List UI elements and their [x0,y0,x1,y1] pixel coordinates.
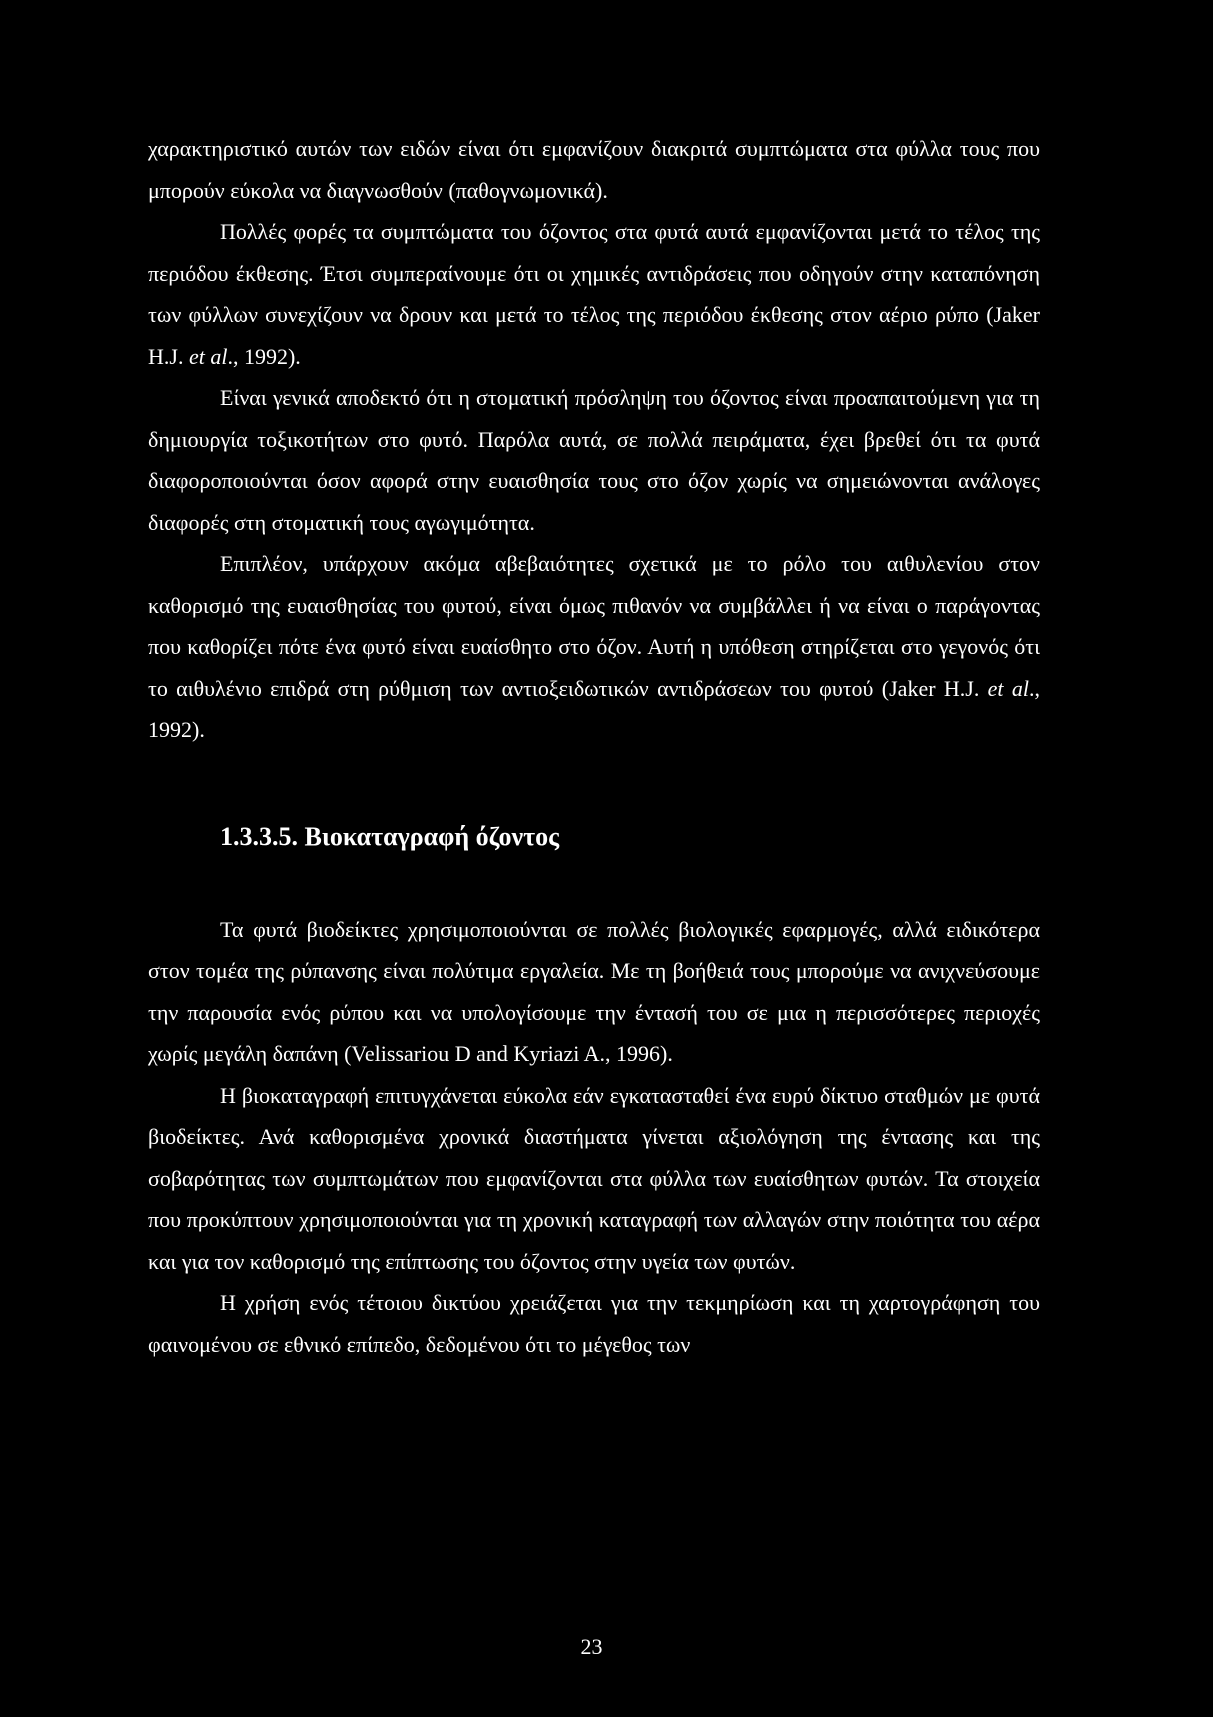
citation-et-al: et al [188,343,228,369]
paragraph-post-exposure [148,211,1040,377]
paragraph-bioindicators: Τα φυτά βιοδείκτες χρησιμοποιούνται σε πολλές βιολογικές εφαρμογές, αλλά ειδικότερα στον τομέα της ρύπανσης είναι πολύτιμα εργαλεία. Με τη βοήθειά τους μπορούμε να ανιχνεύσουμε την παρουσία ενός ρύπου και να υπολογίσουμε την έντασή του σε μια η περισσότερες περιοχές χωρίς μεγάλη δαπάνη (Velissariou D and Kyriazi A., 1996). [148,916,1040,1066]
paragraph-ethylene-text: Επιπλέον, υπάρχουν ακόμα αβεβαιότητες σχετικά με το ρόλο του αιθυλενίου στον καθορισμό της ευαισθησίας του φυτού, είναι όμως πιθανόν να συμβάλλει ή να είναι ο παράγοντας που καθορίζει πότε ένα φυτό είναι ευαίσθητο στο όζον. Αυτή η υπόθεση στηρίζεται στο γεγονός ότι το αιθυλένιο επιδρά στη ρύθμιση των αντιοξειδωτικών αντιδράσεων του φυτού (Jaker H.J. [148,551,1040,701]
citation-year: ., 1992). [227,343,301,369]
citation-et-al: et al [987,675,1029,701]
citation-year: ., 1992). [148,675,1040,742]
paragraph-post-exposure-text: Πολλές φορές τα συμπτώματα του όζοντος στα φυτά αυτά εμφανίζονται μετά το τέλος της περιόδου έκθεσης. Έτσι συμπεραίνουμε ότι οι χημικές αντιδράσεις που οδηγούν στην καταπόνηση των φύλλων συνεχίζουν να δρουν και μετά το τέλος της περιόδου έκθεσης στον αέριο ρύπο (Jaker H.J. [148,219,1040,369]
paragraph-ethylene [148,543,1040,751]
paragraph-network: Η βιοκαταγραφή επιτυγχάνεται εύκολα εάν εγκατασταθεί ένα ευρύ δίκτυο σταθμών με φυτά βιοδείκτες. Ανά καθορισμένα χρονικά διαστήματα γίνεται αξιολόγηση της έντασης και της σοβαρότητας των συμπτωμάτων που εμφανίζονται στα φύλλα των ευαίσθητων φυτών. Τα στοιχεία που προκύπτουν χρησιμοποιούνται για τη χρονική καταγραφή των αλλαγών στην ποιότητα του αέρα και για τον καθορισμό της επίπτωσης του όζοντος στην υγεία των φυτών. [148,1082,1040,1274]
section-heading: 1.3.3.5. Βιοκαταγραφή όζοντος [220,821,560,851]
page-number: 23 [580,1634,603,1659]
paragraph-national-mapping: Η χρήση ενός τέτοιου δικτύου χρειάζεται για την τεκμηρίωση και τη χαρτογράφηση του φαινομένου σε εθνικό επίπεδο, δεδομένου ότι το μέγεθος των [148,1290,1040,1357]
page-content [148,128,1040,1365]
paragraph-stomatal-uptake: Είναι γενικά αποδεκτό ότι η στοματική πρόσληψη του όζοντος είναι προαπαιτούμενη για τη δημιουργία τοξικοτήτων στο φυτό. Παρόλα αυτά, σε πολλά πειράματα, έχει βρεθεί ότι τα φυτά διαφοροποιούνται όσον αφορά στην ευαισθησία τους στο όζον χωρίς να σημειώνονται ανάλογες διαφορές στη στοματική τους αγωγιμότητα. [148,385,1040,535]
paragraph-continuation: χαρακτηριστικό αυτών των ειδών είναι ότι εμφανίζουν διακριτά συμπτώματα στα φύλλα τους που μπορούν εύκολα να διαγνωσθούν (παθογνωμονικά). [148,136,1040,203]
